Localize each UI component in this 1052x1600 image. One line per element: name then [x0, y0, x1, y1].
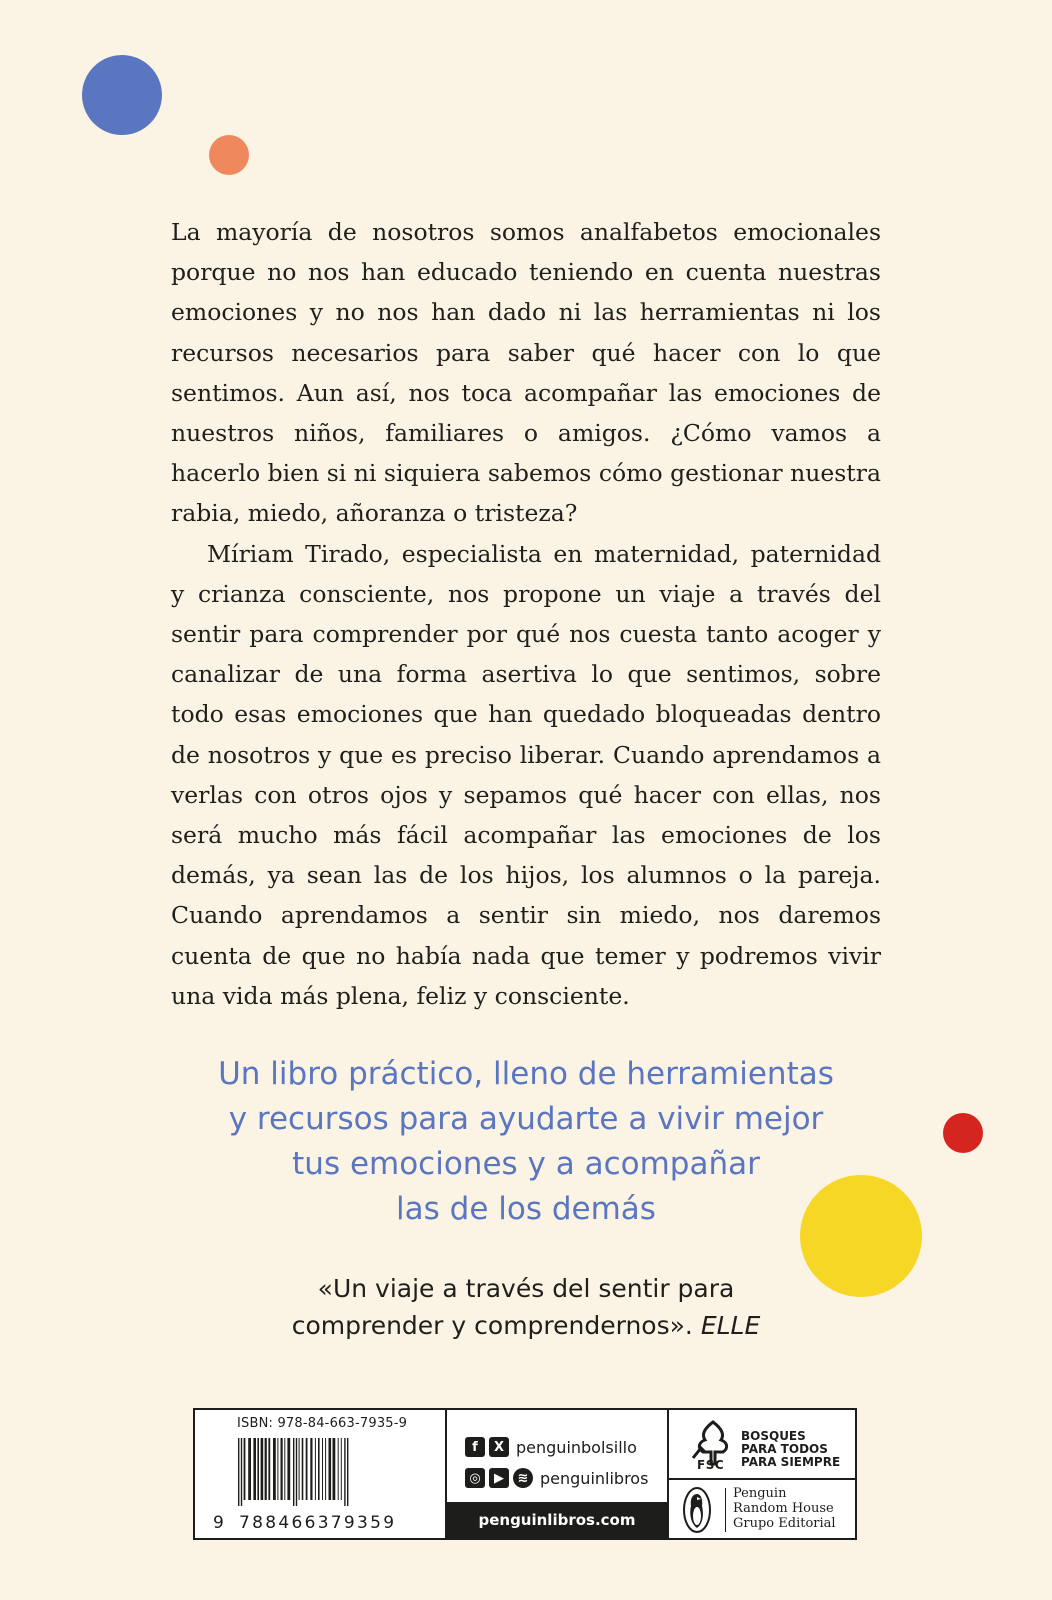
facebook-icon[interactable]: f — [465, 1437, 485, 1457]
barcode-bar — [293, 1438, 294, 1506]
barcode-bar — [333, 1438, 336, 1500]
barcode-bar — [329, 1438, 332, 1500]
barcode-bar — [310, 1438, 312, 1500]
barcode-bar — [257, 1438, 259, 1500]
barcode-bar — [306, 1438, 308, 1500]
social-handle-libros[interactable]: penguinlibros — [540, 1468, 649, 1488]
youtube-icon[interactable]: ▶ — [489, 1468, 509, 1488]
barcode-panel — [195, 1410, 447, 1538]
barcode-bar — [265, 1438, 267, 1500]
tagline-line: Un libro práctico, lleno de herramientas — [218, 1056, 834, 1092]
publisher-line: Grupo Editorial — [733, 1516, 836, 1531]
barcode-bar — [277, 1438, 278, 1500]
tagline-line: y recursos para ayudarte a vivir mejor — [228, 1101, 824, 1137]
barcode-bar — [318, 1438, 320, 1500]
quote-line-1: «Un viaje a través del sentir para — [317, 1274, 735, 1303]
barcode-bar — [296, 1438, 297, 1506]
back-cover-blurb — [171, 212, 881, 1016]
social-handle-bolsillo[interactable]: penguinbolsillo — [516, 1437, 637, 1457]
barcode-bar — [244, 1438, 246, 1500]
publisher-separator — [725, 1488, 726, 1532]
barcode-digits: 788466379359 — [239, 1513, 397, 1533]
barcode-bar — [261, 1438, 264, 1500]
barcode-bar — [281, 1438, 283, 1500]
decorative-blue-dot — [82, 55, 162, 135]
barcode-bar — [341, 1438, 342, 1500]
publisher-line: Random House — [733, 1501, 834, 1516]
publisher-line: Penguin — [733, 1486, 787, 1501]
penguin-logo-icon — [682, 1486, 712, 1534]
tagline-line: tus emociones y a acompañar — [292, 1146, 760, 1182]
barcode-first-digit: 9 — [213, 1513, 224, 1533]
fsc-slogan-line: PARA TODOS — [741, 1442, 828, 1456]
barcode-bar — [325, 1438, 326, 1500]
fsc-label: FSC — [697, 1458, 725, 1472]
barcode-bar — [287, 1438, 290, 1500]
barcode-bar — [273, 1438, 276, 1500]
fsc-slogan-line: PARA SIEMPRE — [741, 1455, 841, 1469]
social-row-bolsillo — [465, 1437, 637, 1457]
decorative-red-dot — [943, 1113, 983, 1153]
tagline-line: las de los demás — [396, 1191, 656, 1227]
barcode-bar — [302, 1438, 304, 1500]
website-link[interactable]: penguinlibros.com — [447, 1502, 667, 1538]
blurb-paragraph-2: Míriam Tirado, especialista en maternidad, paternidad y crianza consciente, nos propone un viaje a través del sentir para comprender por qué nos cuesta tanto acoger y canalizar de una forma asertiva lo que sentimos, sobre todo esas emociones que han quedado bloqueadas dentro de nosotros y que es preciso liberar. Cuando aprendamos a verlas con otros ojos y sepamos qué hacer con ellas, nos será mucho más fácil acompañar las emociones de los demás, ya sean las de los hijos, los alumnos o la pareja. Cuando aprendamos a sentir sin miedo, nos daremos cuenta de que no había nada que temer y podremos vivir una vida más plena, feliz y consciente. — [171, 539, 881, 1010]
barcode-bar — [248, 1438, 251, 1500]
barcode-bar — [241, 1438, 242, 1506]
quote-line-2 — [150, 1307, 902, 1344]
barcode-bar — [238, 1438, 239, 1506]
tagline — [150, 1052, 902, 1232]
instagram-icon[interactable]: ◎ — [465, 1468, 485, 1488]
logo-divider — [669, 1478, 855, 1480]
barcode-bar — [268, 1438, 270, 1500]
quote-source: ELLE — [700, 1311, 761, 1340]
isbn-label: ISBN: 978-84-663-7935-9 — [237, 1416, 408, 1431]
social-row-libros — [465, 1468, 648, 1488]
social-panel — [447, 1410, 669, 1538]
fsc-slogan — [741, 1430, 840, 1469]
decorative-orange-dot — [209, 135, 249, 175]
x-icon[interactable]: X — [489, 1437, 509, 1457]
fsc-slogan-line: BOSQUES — [741, 1429, 806, 1443]
logo-panel — [669, 1410, 855, 1538]
publisher-name — [733, 1486, 836, 1531]
spotify-icon[interactable]: ≋ — [513, 1468, 533, 1488]
barcode-bar — [299, 1438, 300, 1500]
press-quote — [150, 1270, 902, 1344]
quote-text: comprender y comprendernos». — [291, 1311, 693, 1340]
barcode-bar — [344, 1438, 345, 1506]
barcode-bar — [338, 1438, 339, 1500]
barcode-image — [238, 1438, 418, 1506]
publisher-info-box — [193, 1408, 857, 1540]
blurb-paragraph-1: La mayoría de nosotros somos analfabetos emocionales porque no nos han educado teniendo en cuenta nuestras emociones y no nos han dado ni las herramientas ni los recursos necesarios para saber qué hacer con lo que sentimos. Aun así, nos toca acompañar las emociones de nuestros niños, familiares o amigos. ¿Cómo vamos a hacerlo bien si ni siquiera sabemos cómo gestionar nuestra rabia, miedo, añoranza o tristeza? — [171, 218, 881, 528]
barcode-bar — [253, 1438, 256, 1500]
barcode-bar — [284, 1438, 285, 1500]
barcode-bar — [347, 1438, 348, 1506]
barcode-bar — [315, 1438, 316, 1500]
barcode-bar — [322, 1438, 323, 1500]
